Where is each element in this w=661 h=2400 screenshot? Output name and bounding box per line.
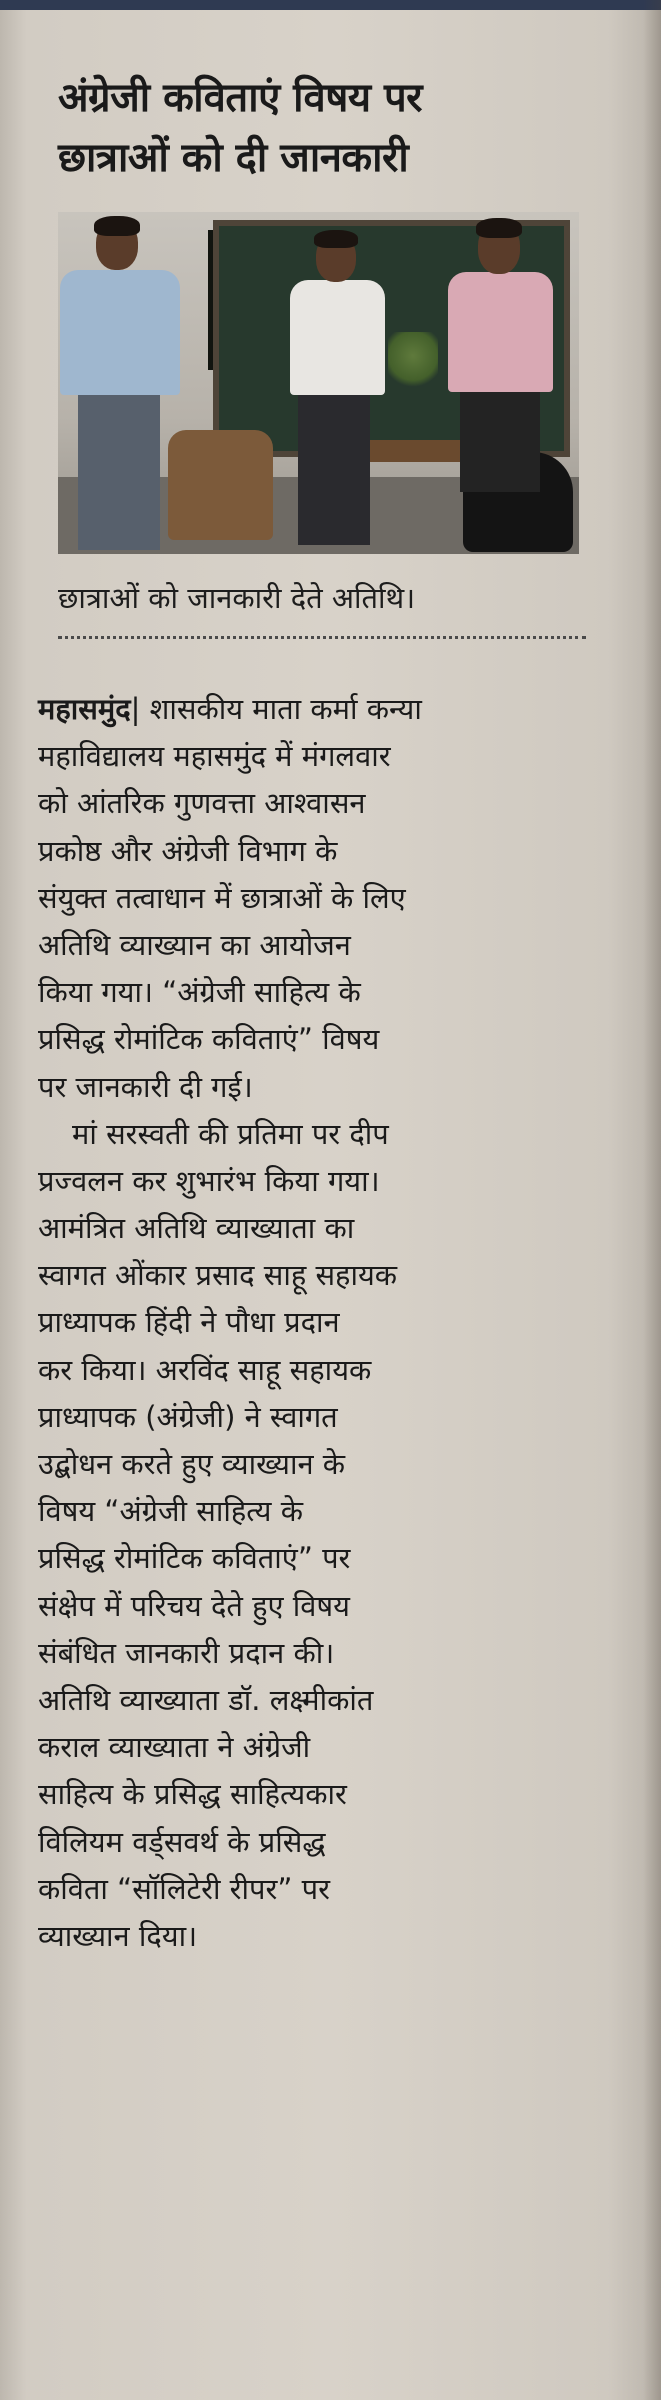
body-line: अतिथि व्याख्याता डॉ. लक्ष्मीकांत [38,1682,374,1717]
body-line: कर किया। अरविंद साहू सहायक [38,1352,372,1387]
body-line [38,686,598,733]
body-line: महाविद्यालय महासमुंद में मंगलवार [38,739,391,774]
body-line: प्राध्यापक हिंदी ने पौधा प्रदान [38,1305,340,1340]
body-line: विलियम वर्ड्सवर्थ के प्रसिद्ध [38,1824,326,1859]
photo-chair [168,430,273,540]
caption-divider [58,636,586,639]
body-line: स्वागत ओंकार प्रसाद साहू सहायक [38,1258,398,1293]
body-line: प्राध्यापक (अंग्रेजी) ने स्वागत [38,1399,338,1434]
body-line: प्रज्वलन कर शुभारंभ किया गया। [38,1163,380,1198]
headline-line-2: छात्राओं को दी जानकारी [58,135,409,181]
body-line: प्रकोष्ठ और अंग्रेजी विभाग के [38,833,338,868]
body-line: विषय “अंग्रेजी साहित्य के [38,1494,303,1529]
body-line: अतिथि व्याख्यान का आयोजन [38,927,351,962]
article-body [38,686,598,1960]
body-line: किया गया। “अंग्रेजी साहित्य के [38,975,361,1010]
body-line: कविता “सॉलिटेरी रीपर” पर [38,1871,330,1906]
article-headline [58,68,578,188]
body-line-text: मां सरस्वती की प्रतिमा पर दीप [72,1116,389,1151]
body-line: संयुक्त तत्वाधान में छात्राओं के लिए [38,880,406,915]
dateline: महासमुंद [38,692,131,726]
body-line: संक्षेप में परिचय देते हुए विषय [38,1588,350,1623]
body-line: प्रसिद्ध रोमांटिक कविताएं” विषय [38,1022,380,1057]
photo-plant-gift [388,332,438,392]
body-line: संबंधित जानकारी प्रदान की। [38,1635,335,1670]
body-line: साहित्य के प्रसिद्ध साहित्यकार [38,1777,347,1812]
body-line: आमंत्रित अतिथि व्याख्याता का [38,1211,355,1246]
photo-caption: छात्राओं को जानकारी देते अतिथि। [58,581,416,615]
body-line: को आंतरिक गुणवत्ता आश्वासन [38,786,366,821]
body-line-text: शासकीय माता कर्मा कन्या [149,692,422,726]
body-line: व्याख्यान दिया। [38,1918,198,1953]
page-edge-shadow [643,0,661,2400]
body-line: प्रसिद्ध रोमांटिक कविताएं” पर [38,1541,351,1576]
article-photo [58,212,579,554]
body-line: उद्बोधन करते हुए व्याख्यान के [38,1447,346,1481]
body-line: कराल व्याख्याता ने अंग्रेजी [38,1730,311,1765]
body-line: पर जानकारी दी गई। [38,1069,253,1104]
body-line [38,1111,598,1158]
dateline-separator: | [130,692,150,726]
headline-line-1: अंग्रेजी कविताएं विषय पर [58,75,423,121]
